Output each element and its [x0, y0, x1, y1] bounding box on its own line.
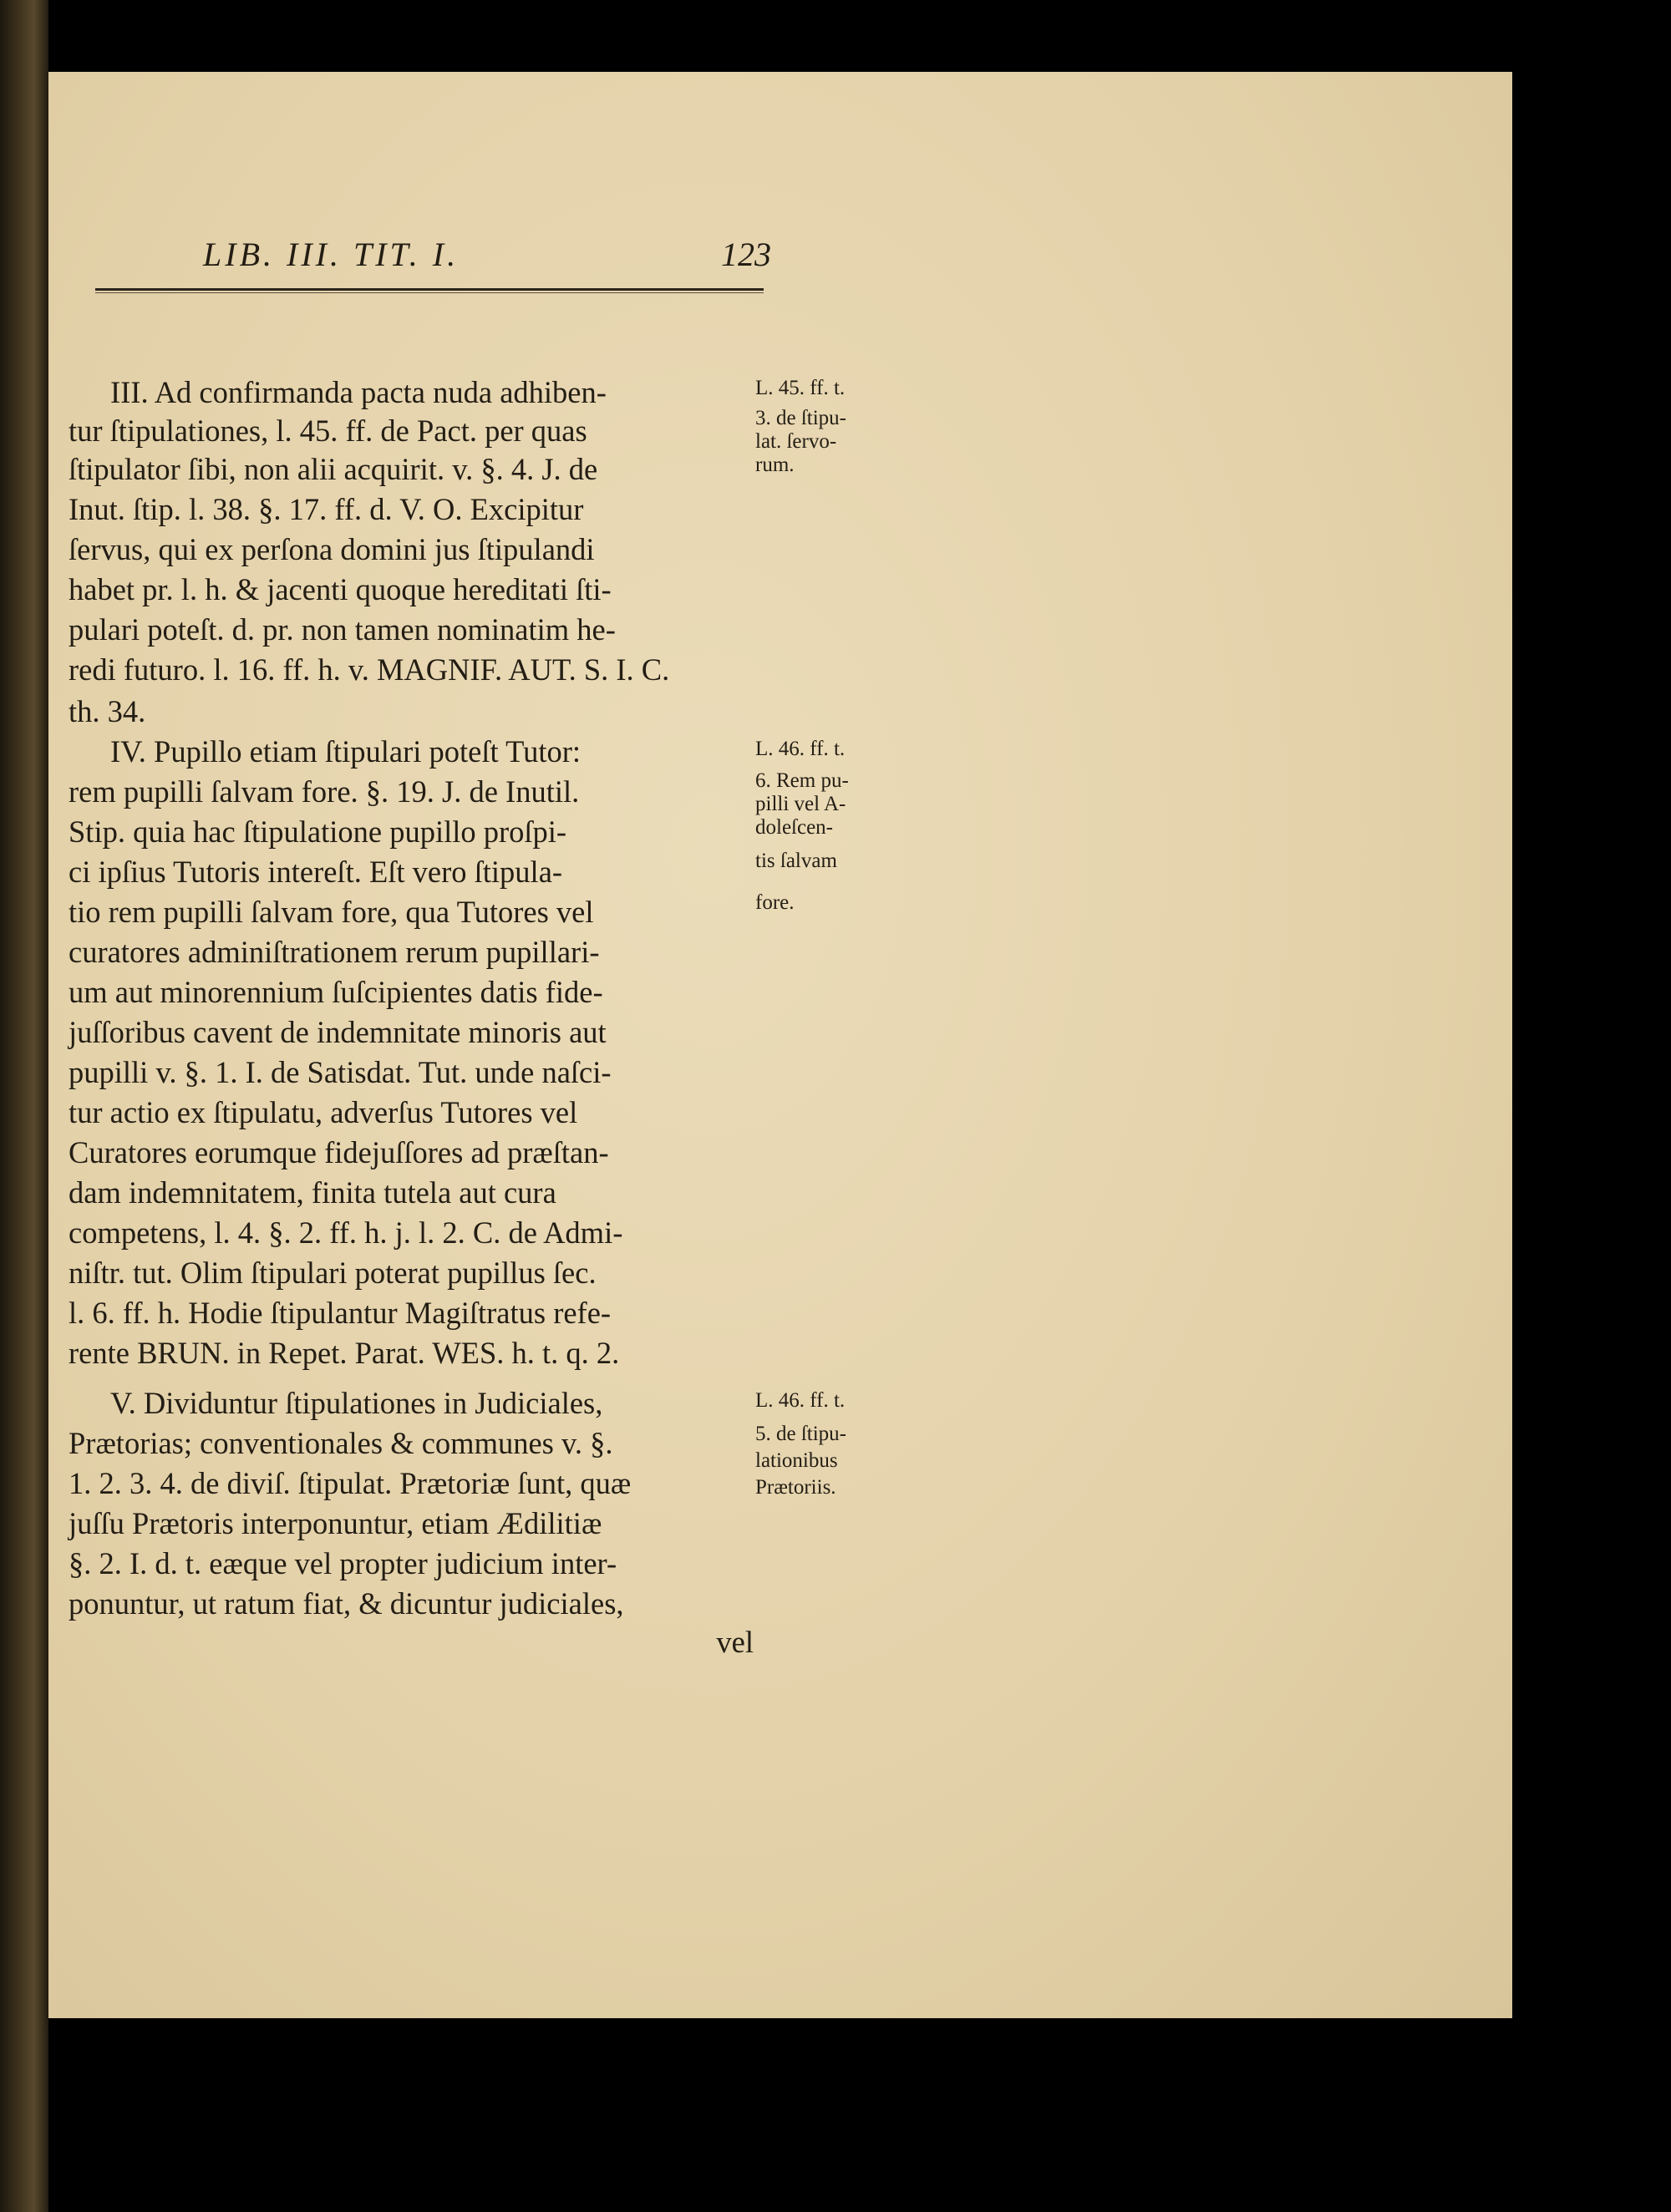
text-line: IV. Pupillo etiam ſtipulari poteſt Tutor: [110, 734, 582, 769]
book-page [48, 72, 1512, 2018]
margin-note-line: tis ſalvam [755, 850, 837, 872]
page-header [203, 235, 771, 273]
text-line: pupilli v. §. 1. I. de Satisdat. Tut. unde naſci- [69, 1055, 612, 1089]
margin-note-line: fore. [755, 891, 795, 914]
margin-note-line: 5. de ſtipu- [755, 1423, 847, 1445]
margin-note-line: 3. de ſtipu- [755, 407, 847, 429]
text-line: Stip. quia hac ſtipulatione pupillo proſpi- [69, 814, 567, 849]
text-line: V. Dividuntur ſtipulationes in Judiciales, [110, 1386, 603, 1420]
margin-note-line: rum. [755, 454, 795, 476]
text-line: tur ſtipulationes, l. 45. ff. de Pact. per quas [69, 413, 587, 448]
text-line: juſſoribus cavent de indemnitate minoris aut [69, 1015, 607, 1049]
page-number: 123 [721, 236, 771, 273]
margin-note-line: pilli vel A- [755, 793, 846, 815]
text-line: §. 2. I. d. t. eæque vel propter judicium inter- [69, 1546, 617, 1580]
margin-note-line: lationibus [755, 1449, 838, 1472]
margin-note-line: L. 45. ff. t. [755, 377, 846, 399]
running-title: LIB. III. TIT. I. [203, 236, 460, 273]
margin-note-line: L. 46. ff. t. [755, 1389, 846, 1412]
text-line: tio rem pupilli ſalvam fore, qua Tutores vel [69, 895, 594, 929]
text-line: juſſu Prætoris interponuntur, etiam Ædilitiæ [69, 1506, 602, 1540]
header-rule-thin [95, 292, 764, 293]
text-line: Inut. ſtip. l. 38. §. 17. ff. d. V. O. Excipitur [69, 492, 584, 526]
book-spine [0, 0, 48, 2212]
text-line: redi futuro. l. 16. ff. h. v. MAGNIF. AUT. S. I. C. [69, 652, 670, 687]
text-line: III. Ad confirmanda pacta nuda adhiben- [110, 375, 607, 409]
margin-note-line: Prætoriis. [755, 1476, 836, 1499]
text-line: competens, l. 4. §. 2. ff. h. j. l. 2. C. de Admi- [69, 1215, 623, 1250]
text-line: pulari poteſt. d. pr. non tamen nominatim he- [69, 612, 616, 647]
text-line: rem pupilli ſalvam fore. §. 19. J. de Inutil. [69, 774, 580, 809]
text-line: Curatores eorumque fidejuſſores ad præſtan- [69, 1135, 609, 1169]
text-line: ſervus, qui ex perſona domini jus ſtipulandi [69, 532, 595, 566]
text-line: um aut minorennium ſuſcipientes datis fide- [69, 975, 603, 1009]
text-line: l. 6. ff. h. Hodie ſtipulantur Magiſtratus refe- [69, 1296, 612, 1330]
text-line: ponuntur, ut ratum fiat, & dicuntur judiciales, [69, 1586, 624, 1621]
header-rule [95, 288, 764, 291]
margin-note-line: 6. Rem pu- [755, 769, 849, 792]
text-line: ci ipſius Tutoris intereſt. Eſt vero ſtipula- [69, 855, 563, 889]
text-line: curatores adminiſtrationem rerum pupillari- [69, 935, 600, 969]
text-line: rente BRUN. in Repet. Parat. WES. h. t. q. 2. [69, 1336, 620, 1370]
margin-note-line: lat. ſervo- [755, 430, 837, 453]
text-line: dam indemnitatem, finita tutela aut cura [69, 1175, 556, 1210]
text-line: Prætorias; conventionales & communes v. §. [69, 1426, 613, 1460]
margin-note-line: L. 46. ff. t. [755, 738, 846, 760]
margin-note-line: doleſcen- [755, 816, 834, 839]
text-line: niſtr. tut. Olim ſtipulari poterat pupillus ſec. [69, 1256, 597, 1290]
text-line: 1. 2. 3. 4. de diviſ. ſtipulat. Prætoriæ ſunt, quæ [69, 1466, 632, 1500]
text-line: tur actio ex ſtipulatu, adverſus Tutores vel [69, 1095, 578, 1129]
catchword: vel [716, 1625, 754, 1659]
text-line: th. 34. [69, 694, 146, 728]
text-line: habet pr. l. h. & jacenti quoque hereditati ſti- [69, 572, 612, 606]
text-line: ſtipulator ſibi, non alii acquirit. v. §. 4. J. de [69, 452, 598, 486]
